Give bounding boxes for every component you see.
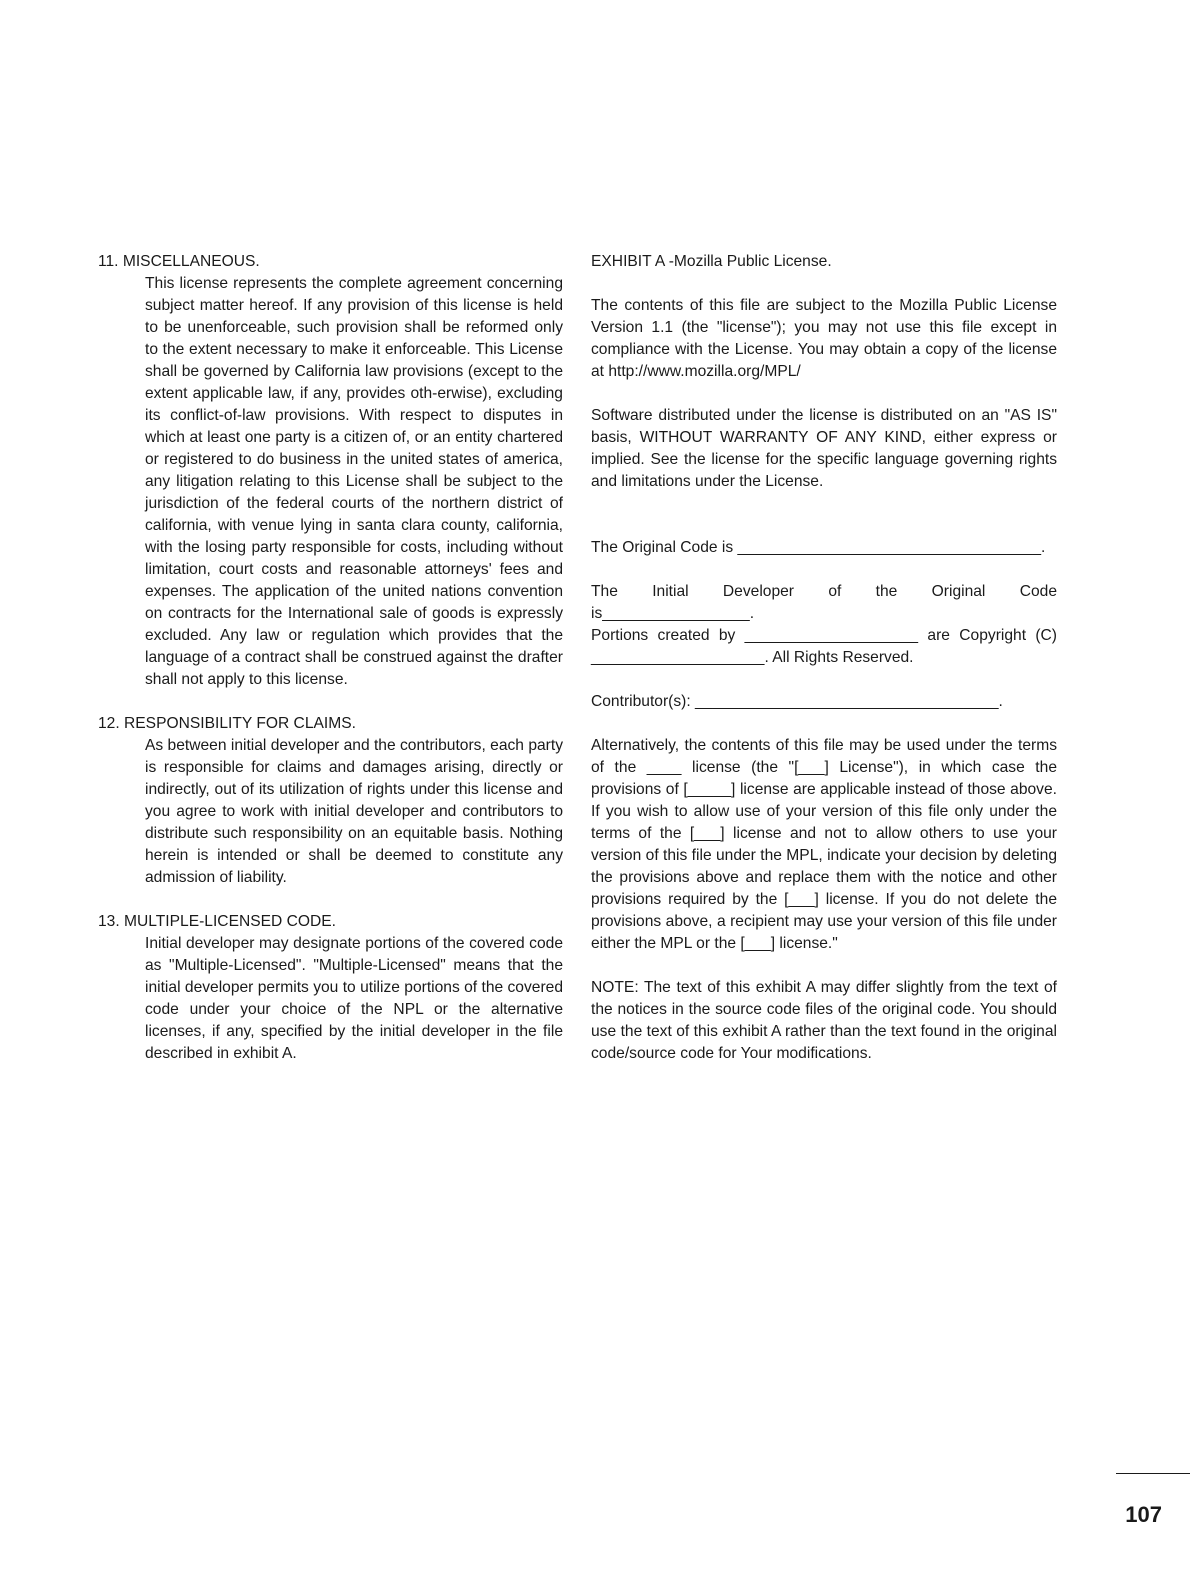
section-heading: 12. RESPONSIBILITY FOR CLAIMS. <box>98 715 356 732</box>
right-column <box>591 251 1057 1087</box>
section-multiple-licensed-code <box>98 911 563 1065</box>
left-column <box>98 251 563 1087</box>
initial-developer-blank: is_________________. <box>591 605 755 622</box>
section-heading: 13. MULTIPLE-LICENSED CODE. <box>98 913 337 930</box>
section-body: As between initial developer and the contributors, each party is responsible for claims and damages arising, directly or indirectly, out of its utilization of rights under this license and you agree to work with initial developer and contributors to distribute such responsibility on an equitable basis. Nothing herein is intended or shall be deemed to constitute any admission of liability. <box>145 737 563 886</box>
section-body: Initial developer may designate portions of the covered code as "Multiple-Licensed". "Multiple-Licensed" means that the initial developer permits you to utilize portions of the covered code under your choice of the NPL or the alternative licenses, if any, specified by the initial developer in the file described in exhibit A. <box>145 935 563 1062</box>
alternative-license-paragraph: Alternatively, the contents of this file may be used under the terms of the ____ license (the "[___] License"), in which case the provisions of [_____] license are applicable instead of those above. If you wish to allow use of your version of this file only under the terms of the [___] license and not to allow others to use your version of this file under the MPL, indicate your decision by deleting the provisions above and replace them with the notice and other provisions required by the [___] license. If you do not delete the provisions above, a recipient may use your version of this file under either the MPL or the [___] license." <box>591 737 1057 952</box>
initial-developer-line: The Initial Developer of the Original Code <box>591 583 1057 600</box>
all-rights-reserved-line: ____________________. All Rights Reserved. <box>591 649 914 666</box>
portions-created-line: Portions created by ____________________ are Copyright (C) <box>591 627 1057 644</box>
note-paragraph: NOTE: The text of this exhibit A may differ slightly from the text of the notices in the source code files of the original code. You should use the text of this exhibit A rather than the text found in the original code/source code for Your modifications. <box>591 979 1057 1062</box>
license-contents-paragraph: The contents of this file are subject to the Mozilla Public License Version 1.1 (the "license"); you may not use this file except in compliance with the License. You may obtain a copy of the license at http://www.mozilla.org/MPL/ <box>591 297 1057 380</box>
section-miscellaneous <box>98 251 563 691</box>
exhibit-title: EXHIBIT A -Mozilla Public License. <box>591 253 832 270</box>
section-heading: 11. MISCELLANEOUS. <box>98 253 260 270</box>
page-number: 107 <box>1125 1502 1162 1527</box>
contributors-line: Contributor(s): ___________________________________. <box>591 693 1003 710</box>
section-responsibility-for-claims <box>98 713 563 889</box>
original-code-line: The Original Code is ___________________________________. <box>591 539 1046 556</box>
warranty-paragraph: Software distributed under the license is distributed on an "AS IS" basis, WITHOUT WARRANTY OF ANY KIND, either express or implied. See the license for the specific language governing rights and limitations under the License. <box>591 407 1057 490</box>
section-body: This license represents the complete agreement concerning subject matter hereof. If any provision of this license is held to be unenforceable, such provision shall be reformed only to the extent necessary to make it enforceable. This License shall be governed by California law provisions (except to the extent applicable law, if any, provides oth-erwise), excluding its conflict-of-law provisions. With respect to disputes in which at least one party is a citizen of, or an entity chartered or registered to do business in the united states of america, any litigation relating to this License shall be subject to the jurisdiction of the federal courts of the northern district of california, with venue lying in santa clara county, california, with the losing party responsible for costs, including without limitation, court costs and reasonable attorneys' fees and expenses. The application of the united nations convention on contracts for the International sale of goods is expressly excluded. Any law or regulation which provides that the language of a contract shall be construed against the drafter shall not apply to this license. <box>145 275 563 688</box>
footer-rule <box>1116 1473 1190 1474</box>
